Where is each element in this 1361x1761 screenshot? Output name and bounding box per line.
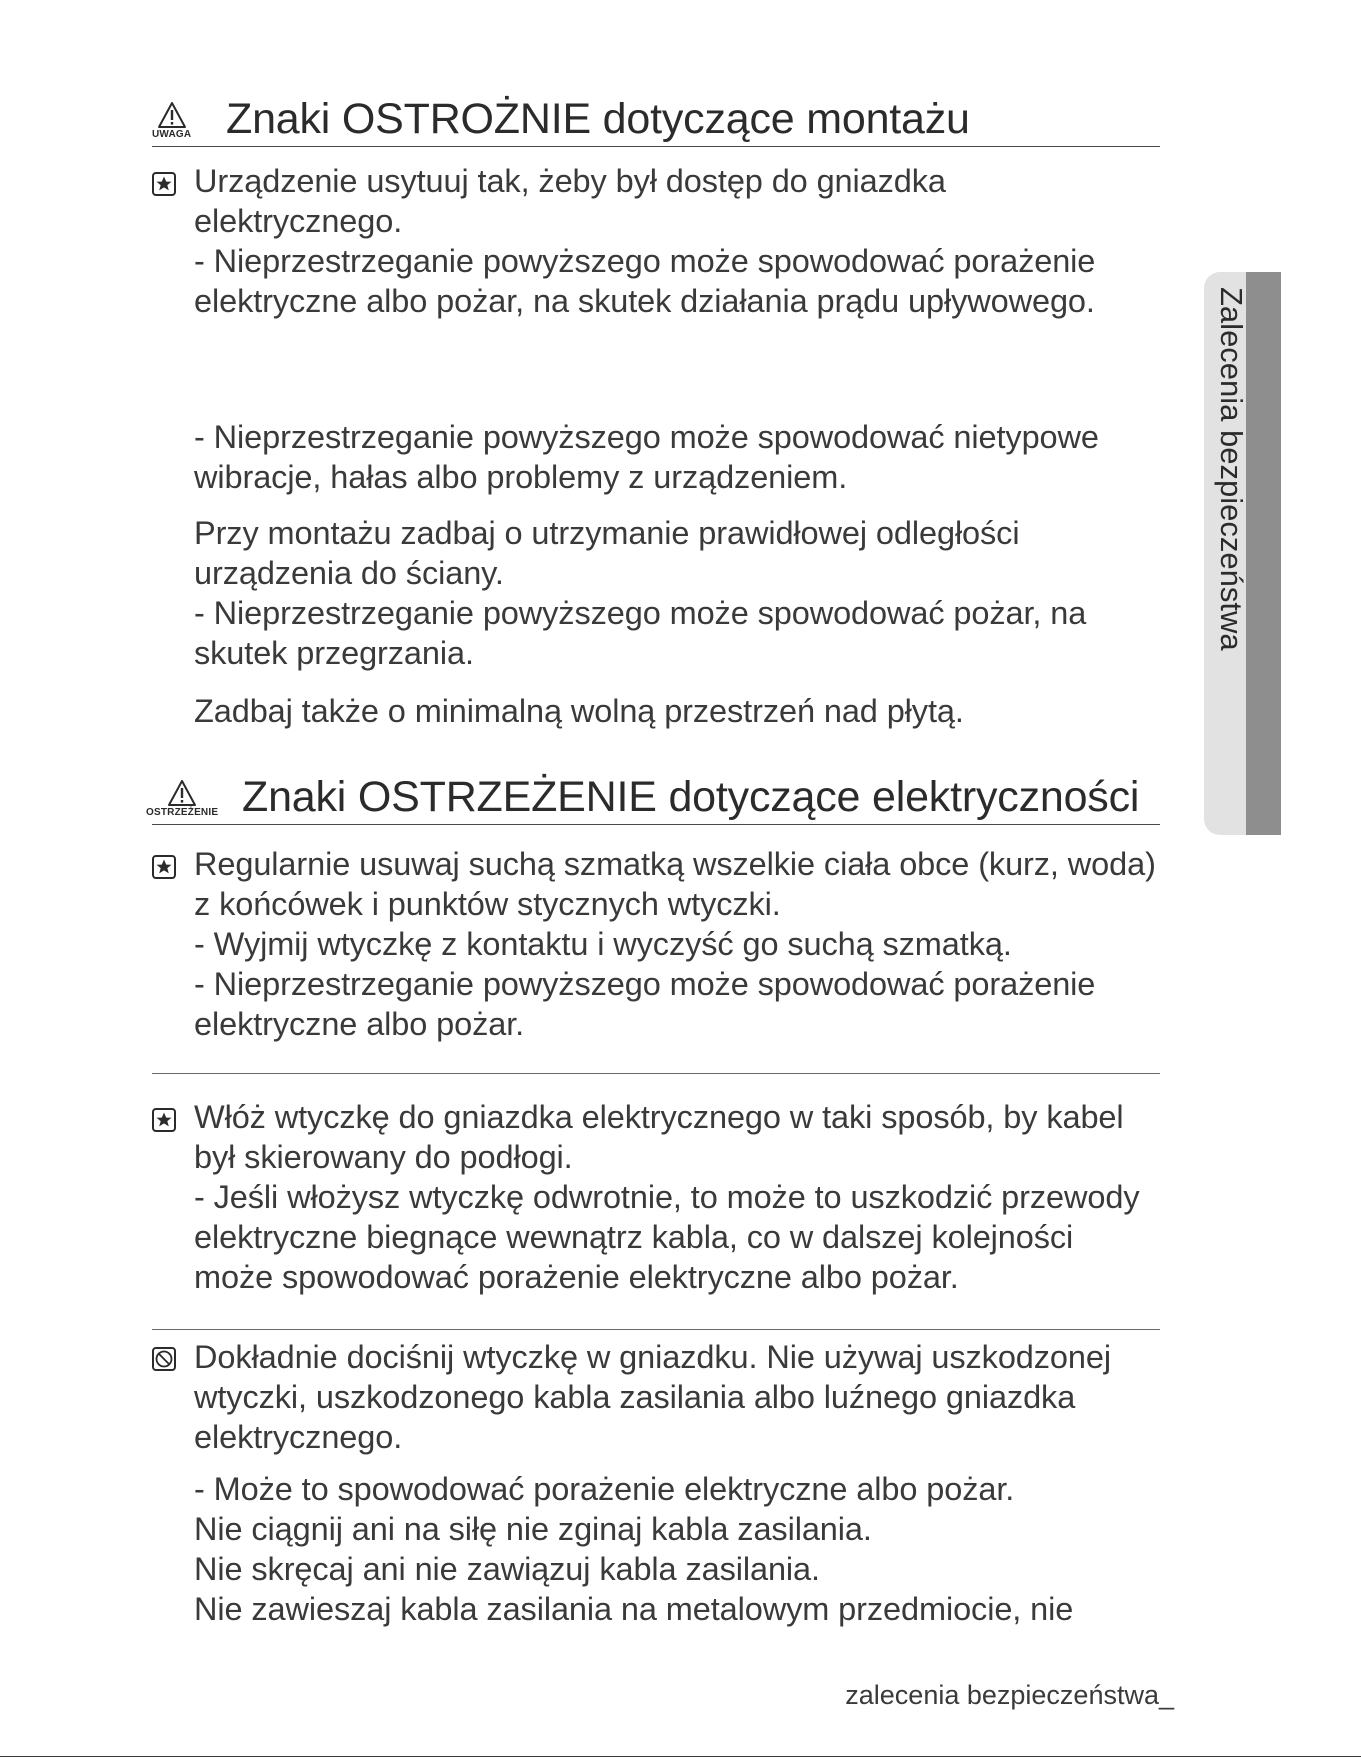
caution-item-2-line-2: urządzenia do ściany. <box>194 555 504 591</box>
caution-item-1-line-4: elektryczne albo pożar, na skutek działania prądu upływowego. <box>194 283 1095 319</box>
star-box-icon <box>152 855 176 879</box>
warning-item-3-line-5: Nie ciągnij ani na siłę nie zginaj kabla zasilania. <box>194 1511 872 1547</box>
caution-sign <box>152 101 191 140</box>
caution-item-1-line-7: - Nieprzestrzeganie powyższego może spowodować nietypowe <box>194 419 1099 455</box>
caution-item-3-line-1: Zadbaj także o minimalną wolną przestrzeń nad płytą. <box>194 693 964 729</box>
caution-item-2-line-4: skutek przegrzania. <box>194 635 474 671</box>
warning-item-3-line-7: Nie zawieszaj kabla zasilania na metalowym przedmiocie, nie <box>194 1591 1074 1627</box>
caution-sign-label: UWAGA <box>152 129 192 140</box>
warning-triangle-icon <box>157 101 187 129</box>
warning-heading <box>146 762 1160 825</box>
warning-item-1-line-3: - Wyjmij wtyczkę z kontaktu i wyczyść go suchą szmatką. <box>194 926 1012 962</box>
caution-item-2-line-1: Przy montażu zadbaj o utrzymanie prawidłowej odległości <box>194 515 1020 551</box>
side-tab-label: Zalecenia bezpieczeństwa <box>1214 287 1249 651</box>
divider <box>152 1329 1160 1330</box>
caution-item-2-line-3: - Nieprzestrzeganie powyższego może spowodować pożar, na <box>194 595 1087 631</box>
warning-item-3-line-2: wtyczki, uszkodzonego kabla zasilania albo luźnego gniazdka <box>194 1379 1076 1415</box>
warning-item-3-line-3: elektrycznego. <box>194 1419 403 1455</box>
warning-item-2-line-1: Włóż wtyczkę do gniazdka elektrycznego w taki sposób, by kabel <box>194 1099 1124 1135</box>
page-bottom-rule <box>0 1756 1361 1757</box>
warning-item-2-line-5: może spowodować porażenie elektryczne albo pożar. <box>194 1259 959 1295</box>
page-footer: zalecenia bezpieczeństwa_ <box>845 1680 1174 1710</box>
caution-item-1-line-8: wibracje, hałas albo problemy z urządzeniem. <box>194 459 848 495</box>
warning-title: Znaki OSTRZEŻENIE dotyczące elektryczności <box>242 773 1140 821</box>
warning-item-2-line-2: był skierowany do podłogi. <box>194 1139 573 1175</box>
caution-item-1-line-2: elektrycznego. <box>194 203 403 239</box>
caution-item-1-line-3: - Nieprzestrzeganie powyższego może spowodować porażenie <box>194 243 1096 279</box>
divider <box>152 1073 1160 1074</box>
prohibited-box-icon <box>152 1347 176 1371</box>
warning-item-3-line-6: Nie skręcaj ani nie zawiązuj kabla zasilania. <box>194 1551 820 1587</box>
warning-item-1-line-1: Regularnie usuwaj suchą szmatką wszelkie ciała obce (kurz, woda) <box>194 846 1156 882</box>
star-box-icon <box>152 172 176 196</box>
side-tab-stripe <box>1246 272 1281 835</box>
warning-item-2-line-3: - Jeśli włożysz wtyczkę odwrotnie, to może to uszkodzić przewody <box>194 1179 1140 1215</box>
caution-title: Znaki OSTROŻNIE dotyczące montażu <box>226 95 970 143</box>
star-box-icon <box>152 1108 176 1132</box>
warning-item-2-line-4: elektryczne biegnące wewnątrz kabla, co w dalszej kolejności <box>194 1219 1074 1255</box>
warning-item-1-line-2: z końcówek i punktów stycznych wtyczki. <box>194 886 781 922</box>
warning-item-3-line-4: - Może to spowodować porażenie elektryczne albo pożar. <box>194 1471 1015 1507</box>
warning-sign <box>146 779 218 818</box>
warning-triangle-icon <box>167 779 197 807</box>
caution-item-1-line-1: Urządzenie usytuuj tak, żeby był dostęp do gniazdka <box>194 163 946 199</box>
warning-item-1-line-5: elektryczne albo pożar. <box>194 1006 525 1042</box>
warning-item-3-line-1: Dokładnie dociśnij wtyczkę w gniazdku. Nie używaj uszkodzonej <box>194 1339 1111 1375</box>
caution-heading <box>152 84 1160 147</box>
warning-sign-label: OSTRZEŻENIE <box>146 807 219 818</box>
warning-item-1-line-4: - Nieprzestrzeganie powyższego może spowodować porażenie <box>194 966 1096 1002</box>
